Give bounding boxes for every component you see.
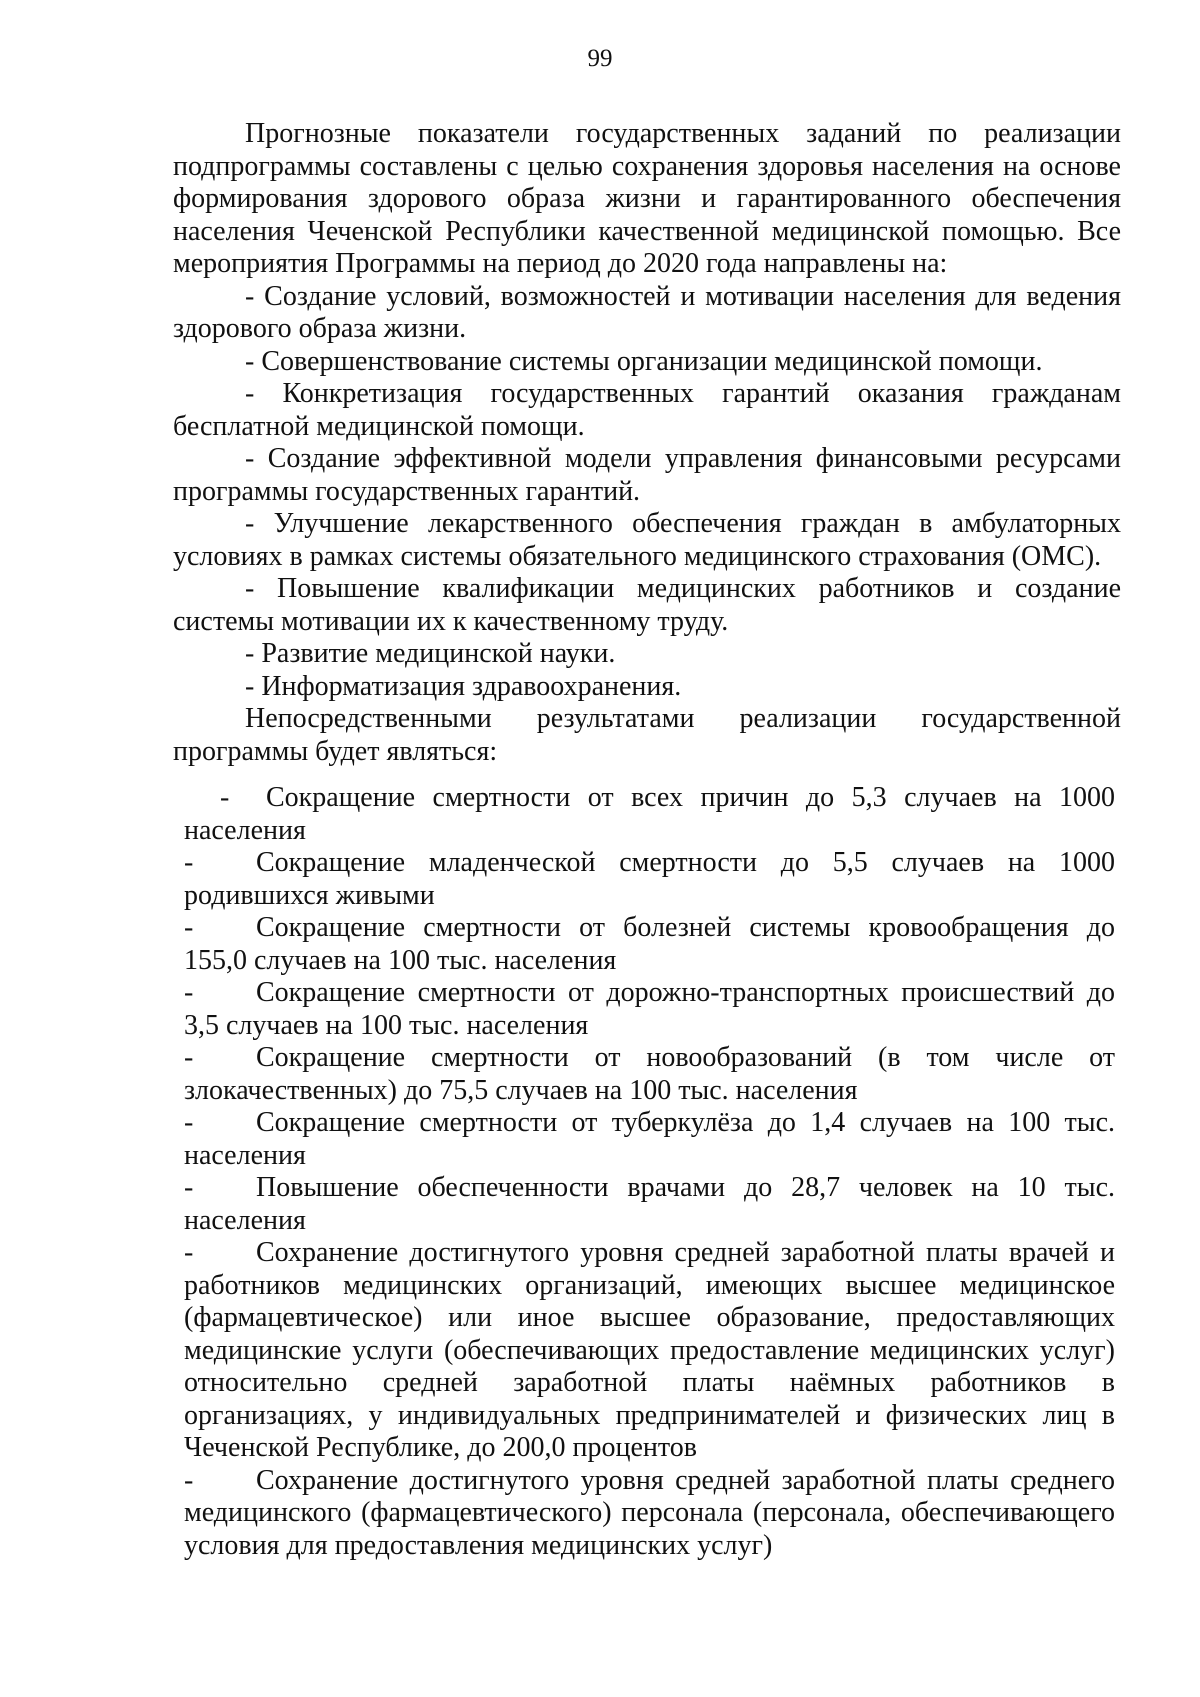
list-dash: - (184, 1172, 194, 1203)
results-intro-paragraph: Непосредственными результатами реализации государственной программы будет являться: (173, 703, 1121, 767)
result-item (184, 847, 1115, 912)
goal-item: - Конкретизация государственных гарантий оказания гражданам бесплатной медицинской помощи. (173, 378, 1121, 442)
goal-item: - Развитие медицинской науки. (245, 638, 616, 669)
list-dash: - (184, 977, 194, 1008)
result-item (184, 977, 1115, 1042)
results-list (184, 782, 1115, 1562)
page-number: 99 (587, 45, 613, 72)
document-body (173, 118, 1121, 768)
result-text: Сокращение младенческой смертности до 5,5 случаев на 1000 родившихся живыми (184, 847, 1115, 911)
goal-item: - Улучшение лекарственного обеспечения граждан в амбулаторных условиях в рамках системы обязательного медицинского страхования (ОМС). (173, 508, 1121, 572)
result-item (184, 1465, 1115, 1563)
goal-item: - Информатизация здравоохранения. (245, 670, 682, 702)
intro-paragraph: Прогнозные показатели государственных заданий по реализации подпрограммы составлены с целью сохранения здоровья населения на основе формирования здорового образа жизни и гарантированного обеспечения населения Чеченской Республики качественной медицинской помощью. Все мероприятия Программы на период до 2020 года направлены на: (173, 118, 1121, 279)
result-text: Сокращение смертности от болезней системы кровообращения до 155,0 случаев на 100 тыс. населения (184, 912, 1115, 976)
result-text: Сохранение достигнутого уровня средней заработной платы среднего медицинского (фармацевтического) персонала (персонала, обеспечивающего условия для предоставления медицинских услуг) (184, 1464, 1115, 1561)
list-dash: - (184, 847, 194, 878)
result-text: Повышение обеспеченности врачами до 28,7 человек на 10 тыс. населения (184, 1172, 1115, 1236)
list-dash: - (184, 1237, 194, 1268)
list-dash: - (184, 1042, 194, 1073)
result-text: Сохранение достигнутого уровня средней заработной платы врачей и работников медицинских организаций, имеющих высшее медицинское (фармацевтическое) или иное высшее образование, предоставляющих медицинские услуги (обеспечивающих предоставление медицинских услуг) относительно средней заработной платы наёмных работников в организациях, у индивидуальных предпринимателей и физических лиц в Чеченской Республике, до 200,0 процентов (184, 1237, 1115, 1463)
result-item (184, 1237, 1115, 1465)
result-item (184, 782, 1115, 847)
result-text: Сокращение смертности от новообразований (в том числе от злокачественных) до 75,5 случаев на 100 тыс. населения (184, 1042, 1115, 1106)
result-item (184, 1172, 1115, 1237)
result-text: Сокращение смертности от туберкулёза до 1,4 случаев на 100 тыс. населения (184, 1107, 1115, 1171)
goal-item: - Создание эффективной модели управления финансовыми ресурсами программы государственных гарантий. (173, 443, 1121, 507)
goal-item: - Повышение квалификации медицинских работников и создание системы мотивации их к качественному труду. (173, 573, 1121, 637)
list-dash: - (220, 782, 230, 813)
goal-item: - Совершенствование системы организации медицинской помощи. (245, 345, 1043, 377)
result-text: Сокращение смертности от дорожно-транспортных происшествий до 3,5 случаев на 100 тыс. населения (184, 977, 1115, 1041)
goal-item: - Создание условий, возможностей и мотивации населения для ведения здорового образа жизни. (173, 280, 1121, 344)
list-dash: - (184, 1464, 194, 1496)
list-dash: - (184, 1107, 194, 1138)
list-dash: - (184, 912, 194, 943)
result-text: Сокращение смертности от всех причин до 5,3 случаев на 1000 населения (184, 782, 1115, 846)
result-item (184, 1107, 1115, 1172)
result-item (184, 1042, 1115, 1107)
result-item (184, 912, 1115, 977)
